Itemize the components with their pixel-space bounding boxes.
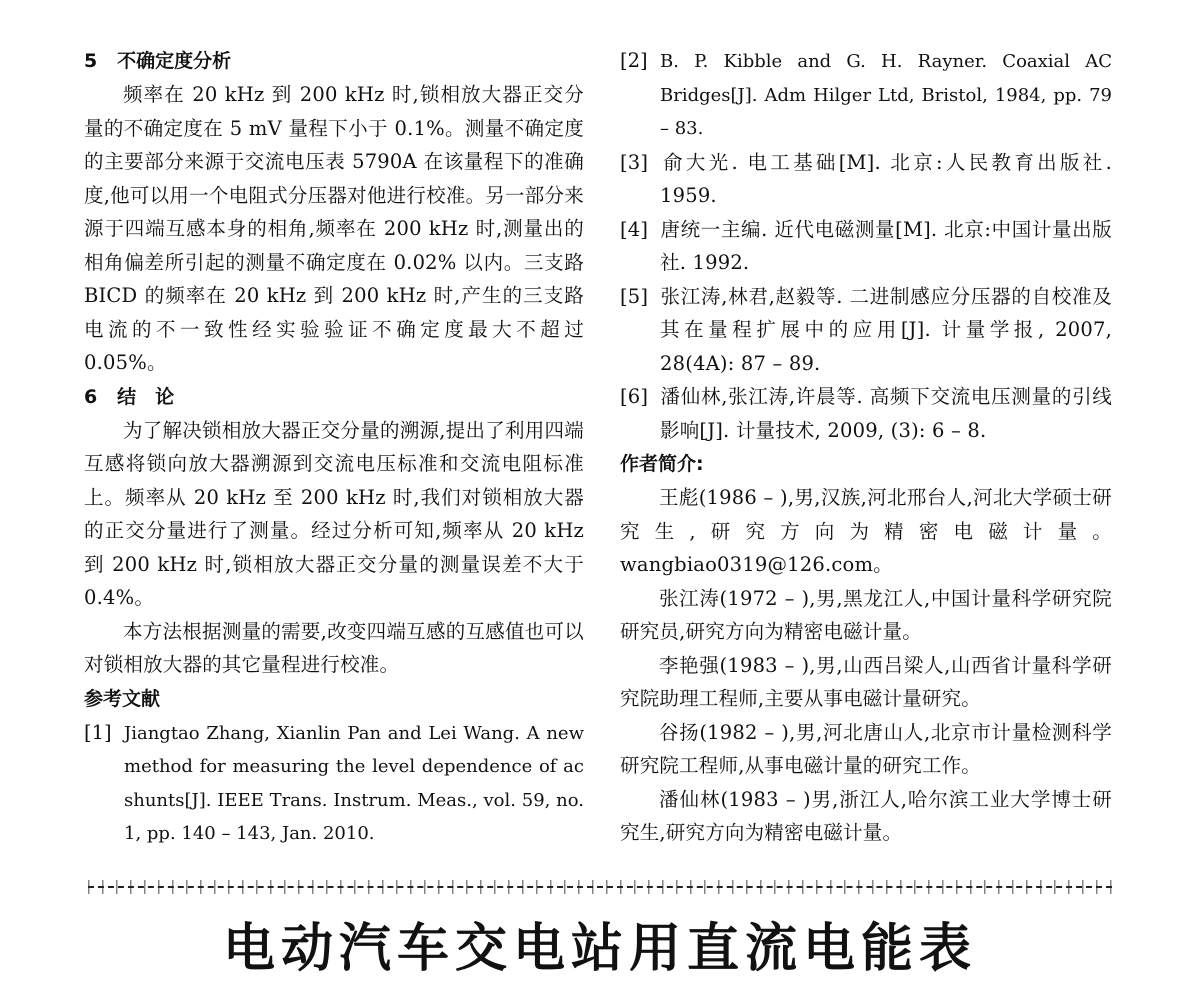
reference-2-number: [2] [620,49,648,72]
references-heading: 参考文献 [84,687,161,710]
section-6-number: 6 [84,385,98,408]
reference-6 [620,380,1112,447]
author-bio-3: 李艳强(1983 – ),男,山西吕梁人,山西省计量科学研究院助理工程师,主要从事电磁计量研究。 [620,653,1112,710]
section-6-paragraph-1: 为了解决锁相放大器正交分量的溯源,提出了利用四端互感将锁向放大器溯源到交流电压标准和交流电阻标准上。频率从 20 kHz 至 200 kHz 时,我们对锁相放大器的正交分量进行了测量。经过分析可知,频率从 20 kHz 到 200 kHz 时,锁相放大器正交分量的测量误差不大于 0.4%。 [84,418,584,609]
reference-3-text: 俞大光. 电工基础[M]. 北京:人民教育出版社. 1959. [660,150,1112,207]
reference-4-number: [4] [620,217,649,241]
reference-1-text: Jiangtao Zhang, Xianlin Pan and Lei Wang. A new method for measuring the level dependence of ac shunts[J]. IEEE Trans. Instrum. Meas., vol. 59, no. 1, pp. 140 – 143, Jan. 2010. [124,722,584,844]
reference-5 [620,280,1112,381]
section-6-heading [84,380,584,414]
left-column [84,44,584,851]
author-bio-4: 谷扬(1982 – ),男,河北唐山人,北京市计量检测科学研究院工程师,从事电磁计量的研究工作。 [620,720,1112,777]
reference-5-text: 张江涛,林君,赵毅等. 二进制感应分压器的自校准及其在量程扩展中的应用[J]. 计量学报, 2007, 28(4A): 87 – 89. [660,284,1112,375]
next-article-title: 电动汽车交电站用直流电能表 [222,919,977,979]
right-column [620,44,1112,850]
section-5-heading [84,44,584,78]
author-bio-5: 潘仙林(1983 – )男,浙江人,哈尔滨工业大学博士研究生,研究方向为精密电磁计量。 [620,787,1112,844]
reference-4-text: 唐统一主编. 近代电磁测量[M]. 北京:中国计量出版社. 1992. [660,217,1112,274]
section-5-number: 5 [84,50,98,72]
reference-6-text: 潘仙林,张江涛,许晨等. 高频下交流电压测量的引线影响[J]. 计量技术, 2009, (3): 6 – 8. [660,385,1112,442]
reference-1 [84,716,584,851]
reference-2-text: B. P. Kibble and G. H. Rayner. Coaxial AC Bridges[J]. Adm Hilger Ltd, Bristol, 1984, pp. 79 – 83. [660,51,1112,139]
reference-3 [620,146,1112,213]
section-6-title: 结 论 [117,385,175,408]
author-bio-1: 王彪(1986 – ),男,汉族,河北邢台人,河北大学硕士研究生,研究方向为精密电磁计量。wangbiao0319@126.com。 [620,486,1112,576]
reference-1-number: [1] [84,720,112,744]
section-6-paragraph-2: 本方法根据测量的需要,改变四端互感的互感值也可以对锁相放大器的其它量程进行校准。 [84,619,584,676]
reference-3-number: [3] [620,150,649,174]
section-5-paragraph: 频率在 20 kHz 到 200 kHz 时,锁相放大器正交分量的不确定度在 5 mV 量程下小于 0.1%。测量不确定度的主要部分来源于交流电压表 5790A 在该量程下的准确度,他可以用一个电阻式分压器对他进行校准。另一部分来源于四端互感本身的相角,频率在 200 kHz 时,测量出的相角偏差所引起的测量不确定度在 0.02% 以内。三支路 BICD 的频率在 20 kHz 到 200 kHz 时,产生的三支路电流的不一致性经实验验证不确定度最大不超过 0.05%。 [84,83,584,374]
reference-4 [620,213,1112,280]
reference-2 [620,44,1112,146]
author-bio-2: 张江涛(1972 – ),男,黑龙江人,中国计量科学研究院研究员,研究方向为精密电磁计量。 [620,586,1112,643]
reference-6-number: [6] [620,385,649,408]
article-divider [88,886,1112,888]
reference-5-number: [5] [620,284,649,308]
author-bios-heading: 作者简介: [620,453,704,475]
section-5-title: 不确定度分析 [117,50,232,72]
